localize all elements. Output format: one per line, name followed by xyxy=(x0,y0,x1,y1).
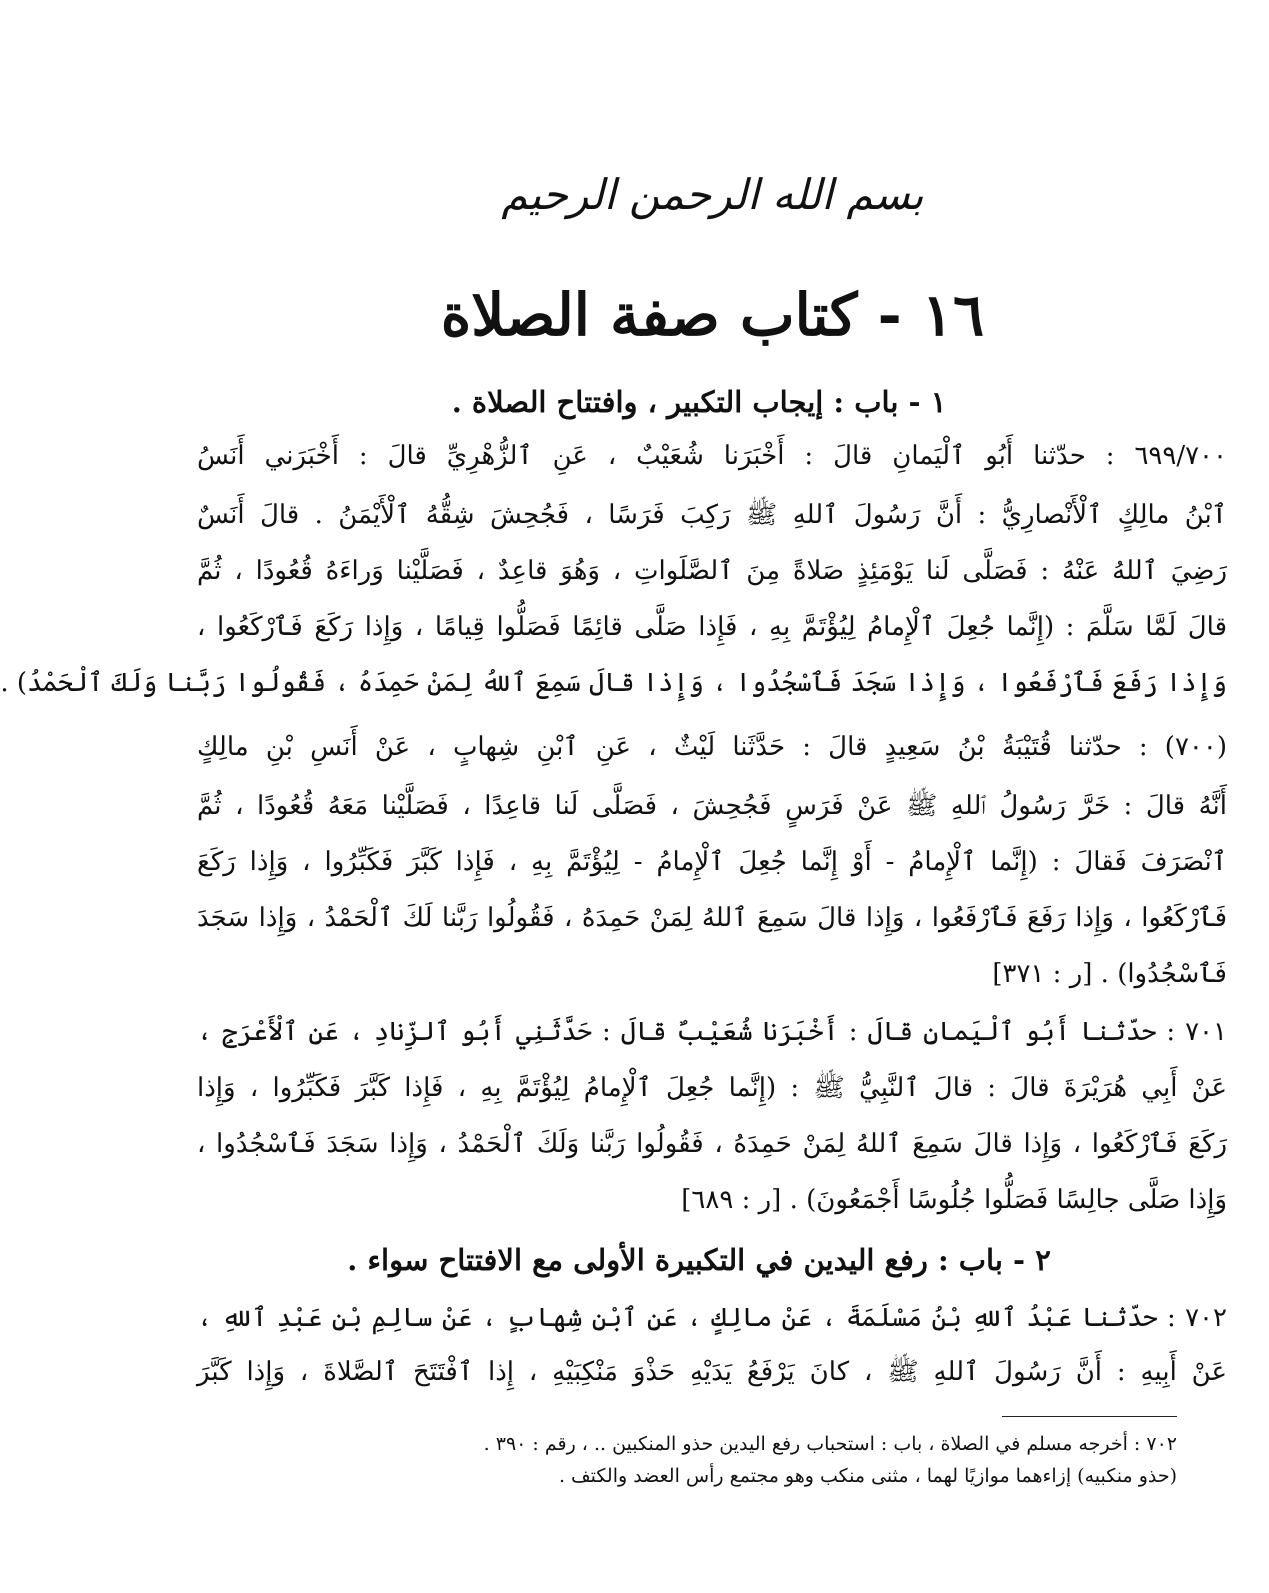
basmala: بسم الله الرحمن الرحيم xyxy=(501,170,924,219)
chapter-heading-1: ١ - باب : إيجاب التكبير ، وافتتاح الصلاة . xyxy=(451,385,947,419)
footnote: (حذو منكبيه) إزاءهما موازيًا لهما ، مثنى منكب وهو مجتمع رأس العضد والكتف . xyxy=(558,1465,1177,1487)
text-line: ٧٠٢ : حدّثنا عَبْدُ ٱللهِ بْنُ مَسْلَمَةَ ، عَنْ مالِكٍ ، عَنِ ٱبْنِ شِهابٍ ، عَنْ سالِمِ بْنِ عَبْدِ ٱللهِ ، xyxy=(197,1303,1227,1333)
text-line: وَإِذا رَفَعَ فَٱرْفَعُوا ، وَإِذا سَجَدَ فَٱسْجُدُوا ، وَإِذا قالَ سَمِعَ ٱللهُ لِمَنْ حَمِدَهُ ، فَقُولُوا رَبَّنا وَلَكَ ٱلْحَمْدُ) . xyxy=(0,668,1227,698)
text-line: ٧٠١ : حدّثنا أَبُو ٱلْيَمانِ قالَ : أَخْبَرَنا شُعَيْبٌ قالَ : حَدَّثَنِي أَبُو ٱلزِّنادِ ، عَنِ ٱلْأَعْرَجِ ، xyxy=(197,1017,1227,1047)
text-line: ٦٩٩/٧٠٠ : حدّثنا أَبُو ٱلْيَمانِ قالَ : أَخْبَرَنا شُعَيْبٌ ، عَنِ ٱلزُّهْرِيِّ قالَ : أَخْبَرَني أَنَسُ xyxy=(197,441,1227,471)
text-line: فَٱرْكَعُوا ، وَإِذا رَفَعَ فَٱرْفَعُوا ، وَإِذا قالَ سَمِعَ ٱللهُ لِمَنْ حَمِدَهُ ، فَقُولُوا رَبَّنا لَكَ ٱلْحَمْدُ ، وَإِذا سَجَدَ xyxy=(197,903,1227,933)
text-line: (٧٠٠) : حدّثنا قُتَيْبَةُ بْنُ سَعِيدٍ قالَ : حَدَّثَنا لَيْثٌ ، عَنِ ٱبْنِ شِهابٍ ، عَنْ أَنَسِ بْنِ مالِكٍ xyxy=(197,732,1227,762)
chapter-heading-2: ٢ - باب : رفع اليدين في التكبيرة الأولى مع الافتتاح سواء . xyxy=(347,1243,1051,1277)
text-line: قالَ لَمَّا سَلَّمَ : (إِنَّما جُعِلَ ٱلْإِمامُ لِيُؤْتَمَّ بِهِ ، فَإِذا صَلَّى قائِمًا فَصَلُّوا قِيامًا ، وَإِذا رَكَعَ فَٱرْكَعُوا ، xyxy=(197,612,1227,642)
book-title: ١٦ - كتاب صفة الصلاة xyxy=(440,281,985,349)
footnote-divider xyxy=(1002,1416,1177,1417)
text-line: عَنْ أَبِي هُرَيْرَةَ قالَ : قالَ ٱلنَّبِيُّ ﷺ : (إِنَّما جُعِلَ ٱلْإِمامُ لِيُؤْتَمَّ بِهِ ، فَإِذا كَبَّرَ فَكَبِّرُوا ، وَإِذا xyxy=(197,1073,1227,1103)
text-line: رَضِيَ ٱللهُ عَنْهُ : فَصَلَّى لَنا يَوْمَئِذٍ صَلاةً مِنَ ٱلصَّلَواتِ ، وَهُوَ قاعِدٌ ، فَصَلَّيْنا وَراءَهُ قُعُودًا ، ثُمَّ xyxy=(197,556,1227,586)
text-line: عَنْ أَبِيهِ : أَنَّ رَسُولَ ٱللهِ ﷺ ، كانَ يَرْفَعُ يَدَيْهِ حَذْوَ مَنْكِبَيْهِ ، إِذا ٱفْتَتَحَ ٱلصَّلاةَ ، وَإِذا كَبَّرَ xyxy=(197,1357,1227,1387)
text-line: رَكَعَ فَٱرْكَعُوا ، وَإِذا قالَ سَمِعَ ٱللهُ لِمَنْ حَمِدَهُ ، فَقُولُوا رَبَّنا وَلَكَ ٱلْحَمْدُ ، وَإِذا سَجَدَ فَٱسْجُدُوا ، xyxy=(197,1129,1227,1159)
text-line: ٱبْنُ مالِكٍ ٱلْأَنْصارِيُّ : أَنَّ رَسُولَ ٱللهِ ﷺ رَكِبَ فَرَسًا ، فَجُحِشَ شِقُّهُ ٱلْأَيْمَنُ . قالَ أَنَسٌ xyxy=(197,500,1227,530)
footnote: ٧٠٢ : أخرجه مسلم في الصلاة ، باب : استحباب رفع اليدين حذو المنكبين .. ، رقم : ٣٩٠ . xyxy=(483,1433,1177,1455)
text-line: ٱنْصَرَفَ فَقالَ : (إِنَّما ٱلْإِمامُ - أَوْ إِنَّما جُعِلَ ٱلْإِمامُ - لِيُؤْتَمَّ بِهِ ، فَإِذا كَبَّرَ فَكَبِّرُوا ، وَإِذا رَكَعَ xyxy=(197,847,1227,877)
text-line: أَنَّهُ قالَ : خَرَّ رَسُولُ ٱللهِ ﷺ عَنْ فَرَسٍ فَجُحِشَ ، فَصَلَّى لَنا قاعِدًا ، فَصَلَّيْنا مَعَهُ قُعُودًا ، ثُمَّ xyxy=(197,791,1227,821)
text-line: فَٱسْجُدُوا) . [ر : ٣٧١] xyxy=(992,959,1227,989)
text-line: وَإِذا صَلَّى جالِسًا فَصَلُّوا جُلُوسًا أَجْمَعُونَ) . [ر : ٦٨٩] xyxy=(681,1185,1227,1215)
